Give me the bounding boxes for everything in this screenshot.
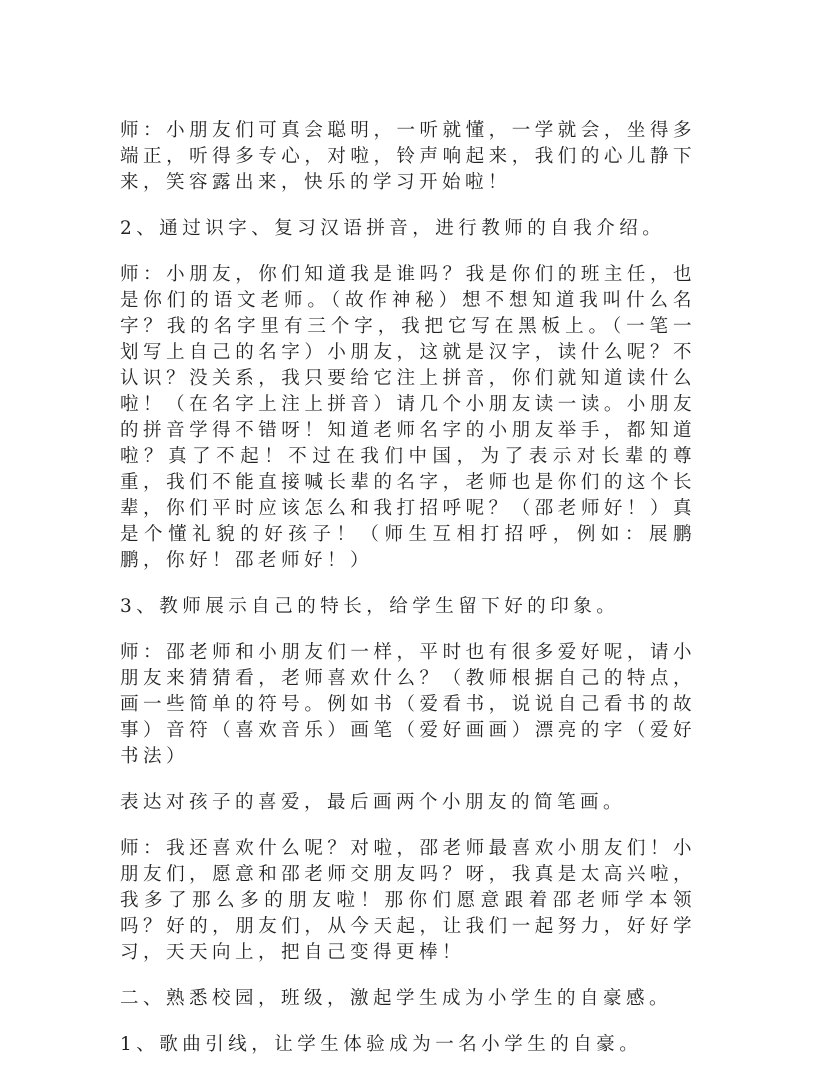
dialogue-paragraph-make-friends: 师：我还喜欢什么呢？对啦，邵老师最喜欢小朋友们！小朋友们，愿意和邵老师交朋友吗？呀，我真是太高兴啦，我多了那么多的朋友啦！那你们愿意跟着邵老师学本领吗？好的，朋友们，从今天起，让我们一起努力，好好学习，天天向上，把自己变得更棒！ [120, 838, 696, 963]
dialogue-paragraph-hobbies: 师：邵老师和小朋友们一样，平时也有很多爱好呢，请小朋友来猜猜看，老师喜欢什么？（教师根据自己的特点，画一些简单的符号。例如书（爱看书，说说自己看书的故事）音符（喜欢音乐）画笔（爱好画画）漂亮的字（爱好书法） [120, 642, 696, 767]
step-heading-show-talents: 3、教师展示自己的特长，给学生留下好的印象。 [120, 596, 620, 617]
step-heading-song-intro: 1、歌曲引线，让学生体验成为一名小学生的自豪。 [120, 1034, 643, 1055]
step-heading-self-introduction: 2、通过识字、复习汉语拼音，进行教师的自我介绍。 [120, 218, 666, 239]
body-paragraph-drawing: 表达对孩子的喜爱，最后画两个小朋友的简笔画。 [120, 792, 627, 813]
dialogue-paragraph-class-start: 师：小朋友们可真会聪明，一听就懂，一学就会，坐得多端正，听得多专心，对啦，铃声响起来，我们的心儿静下来，笑容露出来，快乐的学习开始啦！ [120, 120, 696, 193]
section-heading-campus: 二、熟悉校园，班级，激起学生成为小学生的自豪感。 [120, 988, 673, 1009]
dialogue-paragraph-teacher-name: 师：小朋友，你们知道我是谁吗？我是你们的班主任，也是你们的语文老师。（故作神秘）想不想知道我叫什么名字？我的名字里有三个字，我把它写在黑板上。（一笔一划写上自己的名字）小朋友，这就是汉字，读什么呢？不认识？没关系，我只要给它注上拼音，你们就知道读什么啦！（在名字上注上拼音）请几个小朋友读一读。小朋友的拼音学得不错呀！知道老师名字的小朋友举手，都知道啦？真了不起！不过在我们中国，为了表示对长辈的尊重，我们不能直接喊长辈的名字，老师也是你们的这个长辈，你们平时应该怎么和我打招呼呢？（邵老师好！）真是个懂礼貌的好孩子！（师生互相打招呼，例如：展鹏鹏，你好！邵老师好！） [120, 264, 696, 571]
document-page [120, 118, 696, 1078]
